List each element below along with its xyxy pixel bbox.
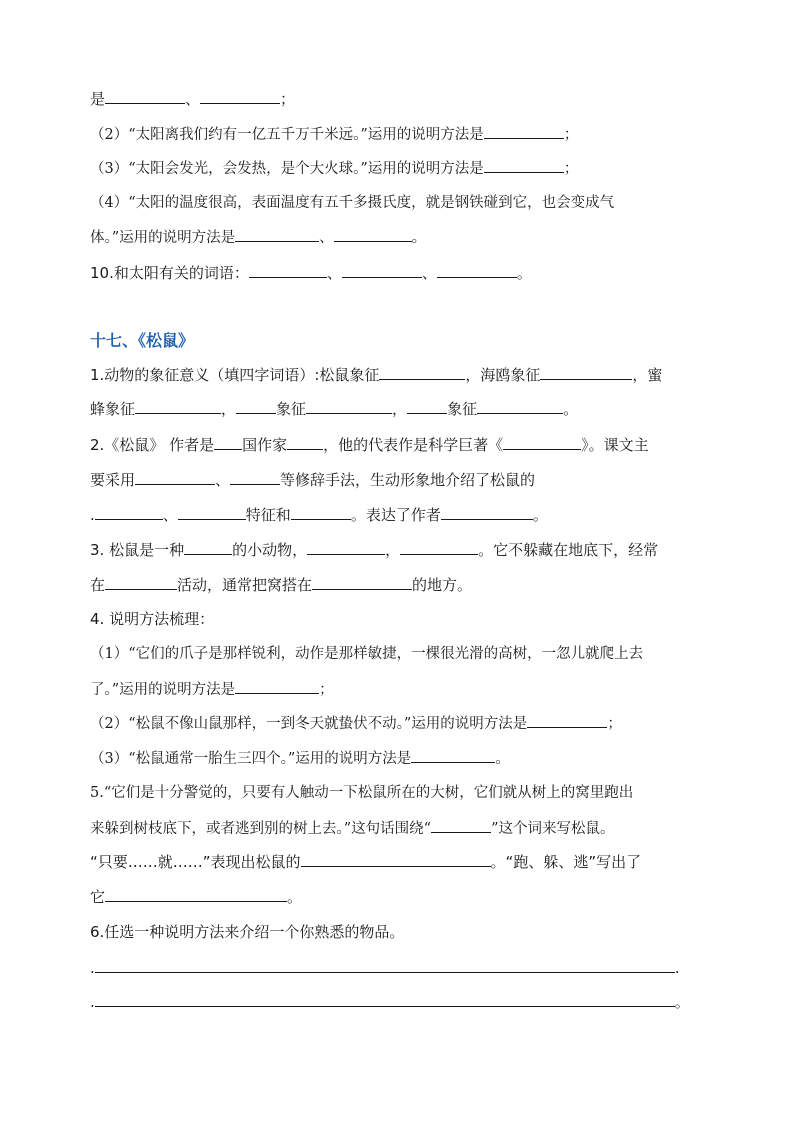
- text: 在: [90, 576, 106, 594]
- text: ，: [221, 400, 237, 418]
- question-text: （2）“松鼠不像山鼠那样，一到冬天就蛰伏不动。”运用的说明方法是: [90, 716, 528, 732]
- question-text: （1）“它们的爪子是那样锐利，动作是那样敏捷，一棵很光滑的高树，一忽儿就爬上去: [90, 646, 644, 662]
- line-19: [90, 782, 633, 804]
- question-text: 6.任选一种说明方法来介绍一个你熟悉的物品。: [90, 923, 405, 941]
- answer-blank[interactable]: [312, 574, 412, 590]
- section-title: 十七、《松鼠》: [90, 331, 195, 350]
- answer-blank[interactable]: [301, 851, 491, 867]
- text: 、: [421, 264, 437, 282]
- text: ；: [319, 682, 334, 698]
- text: 它: [90, 888, 106, 906]
- answer-blank[interactable]: [437, 262, 517, 278]
- answer-blank[interactable]: [540, 364, 632, 380]
- text: 等修辞手法，生动形象地介绍了松鼠的: [280, 471, 536, 489]
- text: 的地方。: [412, 576, 473, 594]
- answer-blank[interactable]: [431, 817, 491, 833]
- answer-rule[interactable]: [95, 991, 675, 1007]
- text: ；: [280, 90, 296, 108]
- text: 、: [162, 506, 178, 524]
- text: 。: [495, 751, 510, 767]
- text: ”这个词来写松鼠。: [491, 821, 615, 837]
- answer-blank[interactable]: [503, 434, 581, 450]
- answer-blank[interactable]: [342, 262, 422, 278]
- line-5: [90, 226, 426, 249]
- answer-blank[interactable]: [411, 747, 495, 763]
- answer-blank[interactable]: [236, 398, 276, 414]
- text: ，: [385, 541, 401, 559]
- question-text: 10.和太阳有关的词语：: [90, 264, 249, 282]
- question-text: （3）“太阳会发光，会发热，是个大火球。”运用的说明方法是: [90, 161, 484, 177]
- text: 。: [287, 888, 303, 906]
- answer-blank[interactable]: [214, 434, 242, 450]
- text: 国作家: [242, 436, 288, 454]
- text: 。: [674, 993, 690, 1011]
- answer-blank[interactable]: [334, 226, 412, 242]
- question-text: 体。”运用的说明方法是: [90, 230, 236, 246]
- text: 蜂象征: [90, 400, 136, 418]
- line-13: [90, 574, 472, 596]
- answer-blank[interactable]: [441, 504, 533, 520]
- line-20: [90, 817, 615, 840]
- text: .: [90, 993, 95, 1011]
- text: 象征: [276, 400, 307, 418]
- answer-blank[interactable]: [249, 262, 327, 278]
- line-14: [90, 608, 214, 630]
- line-8: [90, 398, 578, 420]
- text: 。: [516, 264, 532, 282]
- line-17: [90, 712, 622, 735]
- text: .: [674, 959, 680, 977]
- text: 象征: [447, 400, 478, 418]
- question-text: 来躲到树枝底下，或者逃到别的树上去。”这句话围绕“: [90, 821, 432, 837]
- question-text: （4）“太阳的温度很高，表面温度有五千多摄氏度，就是钢铁碰到它，也会变成气: [90, 195, 615, 211]
- text: 是: [90, 90, 106, 108]
- text: 。“跑、躲、逃”写出了: [490, 853, 642, 871]
- answer-blank[interactable]: [105, 88, 185, 104]
- answer-blank[interactable]: [484, 123, 564, 139]
- text: ，他的代表作是科学巨著《: [323, 436, 504, 454]
- writing-line-1[interactable]: [90, 957, 680, 979]
- text: 。它不躲藏在地底下，经常: [478, 541, 659, 559]
- text: 、: [326, 264, 342, 282]
- text: 、: [185, 90, 201, 108]
- text: 要采用: [90, 471, 136, 489]
- answer-blank[interactable]: [135, 469, 215, 485]
- answer-blank[interactable]: [306, 398, 392, 414]
- line-18: [90, 747, 510, 770]
- answer-blank[interactable]: [235, 226, 319, 242]
- question-text: 了。”运用的说明方法是: [90, 682, 236, 698]
- text: 的小动物，: [232, 541, 308, 559]
- answer-blank[interactable]: [178, 504, 246, 520]
- answer-blank[interactable]: [527, 712, 607, 728]
- answer-blank[interactable]: [477, 398, 563, 414]
- answer-blank[interactable]: [484, 157, 564, 173]
- line-16: [90, 678, 334, 701]
- line-10: [90, 469, 535, 491]
- question-text: （3）“松鼠通常一胎生三四个。”运用的说明方法是: [90, 751, 412, 767]
- line-23: [90, 921, 404, 943]
- question-text: 1.动物的象征意义（填四字词语）:松鼠象征: [90, 366, 380, 384]
- text: ，蜜: [632, 366, 663, 384]
- answer-rule[interactable]: [95, 957, 675, 973]
- line-4: [90, 192, 614, 214]
- answer-blank[interactable]: [235, 678, 319, 694]
- line-11: [90, 504, 548, 526]
- answer-blank[interactable]: [95, 504, 163, 520]
- line-3: [90, 157, 578, 180]
- text: 》。课文主: [581, 436, 649, 454]
- answer-blank[interactable]: [407, 398, 447, 414]
- question-text: （2）“太阳离我们约有一亿五千万千米远。”运用的说明方法是: [90, 127, 484, 143]
- text: ；: [563, 127, 579, 143]
- answer-blank[interactable]: [291, 504, 351, 520]
- line-12: [90, 539, 658, 561]
- answer-blank[interactable]: [287, 434, 323, 450]
- answer-blank[interactable]: [200, 88, 280, 104]
- line-6: [90, 262, 532, 284]
- answer-blank[interactable]: [307, 539, 385, 555]
- line-22: [90, 886, 302, 908]
- text: .: [90, 506, 95, 524]
- text: 特征和: [245, 506, 291, 524]
- text: 。: [532, 506, 548, 524]
- question-text: 4. 说明方法梳理：: [90, 610, 215, 628]
- question-text: 5.“它们是十分警觉的，只要有人触动一下松鼠所在的大树，它们就从树上的窝里跑出: [90, 785, 634, 801]
- answer-blank[interactable]: [379, 364, 465, 380]
- question-text: 3. 松鼠是一种: [90, 541, 185, 559]
- text: 。: [563, 400, 579, 418]
- answer-blank[interactable]: [400, 539, 478, 555]
- line-2: [90, 123, 578, 146]
- text: 活动，通常把窝搭在: [177, 576, 313, 594]
- answer-blank[interactable]: [230, 469, 280, 485]
- text: .: [90, 959, 95, 977]
- answer-blank[interactable]: [105, 886, 287, 902]
- line-21: [90, 851, 641, 873]
- text: ，: [392, 400, 408, 418]
- answer-blank[interactable]: [135, 398, 221, 414]
- text: 、: [215, 471, 231, 489]
- text: 。表达了作者: [350, 506, 441, 524]
- answer-blank[interactable]: [105, 574, 177, 590]
- text: “只要……就……”表现出松鼠的: [90, 853, 301, 871]
- writing-line-2[interactable]: [90, 991, 690, 1013]
- text: 。: [411, 230, 427, 246]
- line-7: [90, 364, 662, 386]
- question-text: 2.《松鼠》 作者是: [90, 436, 215, 454]
- text: ，海鸥象征: [465, 366, 541, 384]
- line-9: [90, 434, 649, 456]
- text: ；: [607, 716, 622, 732]
- answer-blank[interactable]: [184, 539, 232, 555]
- text: ；: [563, 161, 579, 177]
- line-15: [90, 643, 643, 665]
- text: 、: [319, 230, 334, 246]
- line-1: [90, 88, 295, 110]
